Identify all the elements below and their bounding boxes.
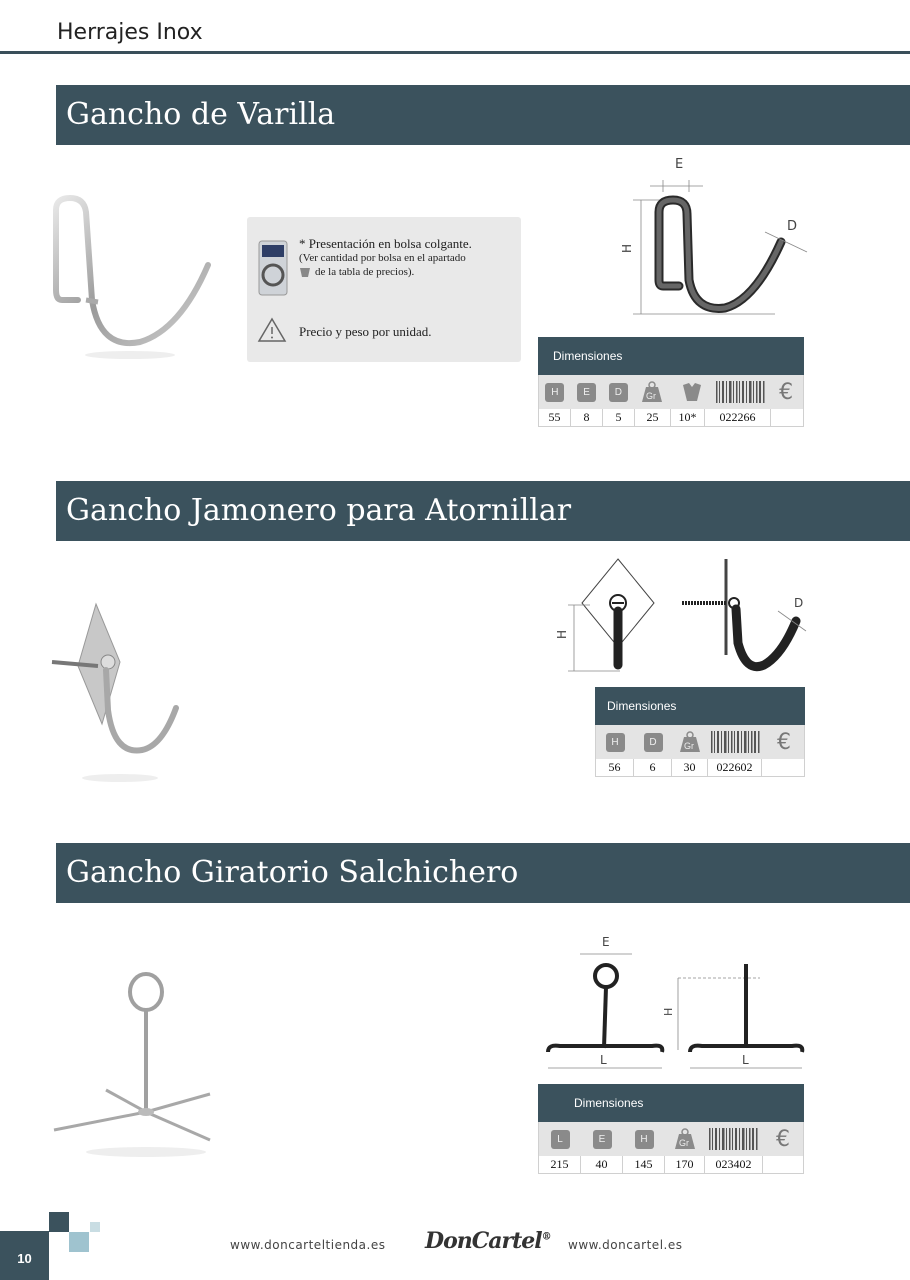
value-e: 40 <box>581 1156 623 1173</box>
value-price <box>771 409 803 426</box>
bag-icon <box>670 375 714 409</box>
note-line-2: (Ver cantidad por bolsa en el apartado <box>299 252 466 264</box>
value-ref: 022602 <box>708 759 762 776</box>
price-note-row <box>257 317 517 345</box>
value-gr: 30 <box>672 759 708 776</box>
barcode-icon <box>708 725 764 759</box>
product-photo-gancho-giratorio <box>50 970 220 1165</box>
svg-text:Gr: Gr <box>684 741 694 751</box>
bag-photo-icon <box>257 239 289 297</box>
diagram-gancho-varilla <box>615 150 815 325</box>
note-line-3: de la tabla de precios). <box>299 265 472 279</box>
euro-icon: € <box>777 729 791 755</box>
value-e: 8 <box>571 409 603 426</box>
label-h: H <box>620 243 634 253</box>
euro-icon: € <box>779 379 794 405</box>
table-header: Dimensiones <box>538 1084 804 1122</box>
value-price <box>762 759 804 776</box>
table-header: Dimensiones <box>538 337 804 375</box>
diagram-gancho-jamonero <box>550 555 810 680</box>
label-l: L <box>742 1053 749 1067</box>
product-photo-gancho-varilla <box>50 190 220 365</box>
dimensions-table-2 <box>595 687 805 777</box>
doncartel-logo: DonCartel® <box>425 1228 551 1254</box>
section-title-gancho-varilla: Gancho de Varilla <box>56 85 910 145</box>
value-l: 215 <box>539 1156 581 1173</box>
footer-url-doncartel[interactable]: www.doncartel.es <box>568 1238 683 1252</box>
value-ref: 022266 <box>705 409 771 426</box>
weight-icon <box>634 375 670 409</box>
table-values-row <box>538 409 804 427</box>
weight-icon <box>672 725 708 759</box>
info-box <box>247 217 521 362</box>
table-values-row <box>595 759 805 777</box>
h-icon: H <box>635 1130 654 1149</box>
section-title-gancho-giratorio: Gancho Giratorio Salchichero <box>56 843 910 903</box>
footer-square-dark <box>49 1212 69 1232</box>
svg-text:Gr: Gr <box>679 1138 689 1148</box>
bag-mini-icon <box>299 266 311 282</box>
footer-url-tienda[interactable]: www.doncarteltienda.es <box>230 1238 386 1252</box>
d-icon: D <box>609 383 628 402</box>
section-title-gancho-jamonero: Gancho Jamonero para Atornillar <box>56 481 910 541</box>
value-h: 145 <box>623 1156 665 1173</box>
value-d: 6 <box>634 759 672 776</box>
page-number: 10 <box>0 1231 49 1280</box>
barcode-icon <box>705 1122 763 1156</box>
table-icons-row <box>538 1122 804 1156</box>
warning-icon <box>257 317 287 348</box>
l-icon: L <box>551 1130 570 1149</box>
d-icon: D <box>644 733 663 752</box>
page-header <box>0 0 910 56</box>
page-title: Herrajes Inox <box>57 20 203 45</box>
footer-square-light <box>69 1232 89 1252</box>
h-icon: H <box>545 383 564 402</box>
barcode-icon <box>714 375 770 409</box>
value-h: 55 <box>539 409 571 426</box>
dimensions-table-1 <box>538 337 804 427</box>
value-bag: 10* <box>671 409 705 426</box>
product-photo-gancho-jamonero <box>50 600 190 785</box>
label-e: E <box>675 157 684 172</box>
footer-square-small <box>90 1222 100 1232</box>
value-d: 5 <box>603 409 635 426</box>
euro-icon: € <box>776 1126 790 1152</box>
value-gr: 25 <box>635 409 671 426</box>
price-note: Precio y peso por unidad. <box>299 324 432 339</box>
label-d: D <box>787 219 798 234</box>
value-ref: 023402 <box>705 1156 763 1173</box>
value-price <box>763 1156 803 1173</box>
label-h: H <box>555 629 569 639</box>
weight-icon <box>665 1122 705 1156</box>
label-l: L <box>600 1053 607 1067</box>
header-rule <box>0 51 910 54</box>
note-line-1: * Presentación en bolsa colgante. <box>299 236 472 251</box>
table-icons-row <box>595 725 805 759</box>
e-icon: E <box>577 383 596 402</box>
h-icon: H <box>606 733 625 752</box>
value-gr: 170 <box>665 1156 705 1173</box>
presentation-note <box>299 237 472 279</box>
table-icons-row <box>538 375 804 409</box>
dimensions-table-3 <box>538 1084 804 1174</box>
label-e: E <box>602 935 610 949</box>
svg-text:Gr: Gr <box>646 391 657 401</box>
value-h: 56 <box>596 759 634 776</box>
label-d: D <box>794 596 804 610</box>
label-h: H <box>662 1007 675 1016</box>
e-icon: E <box>593 1130 612 1149</box>
table-header: Dimensiones <box>595 687 805 725</box>
table-values-row <box>538 1156 804 1174</box>
diagram-gancho-giratorio <box>540 930 810 1075</box>
